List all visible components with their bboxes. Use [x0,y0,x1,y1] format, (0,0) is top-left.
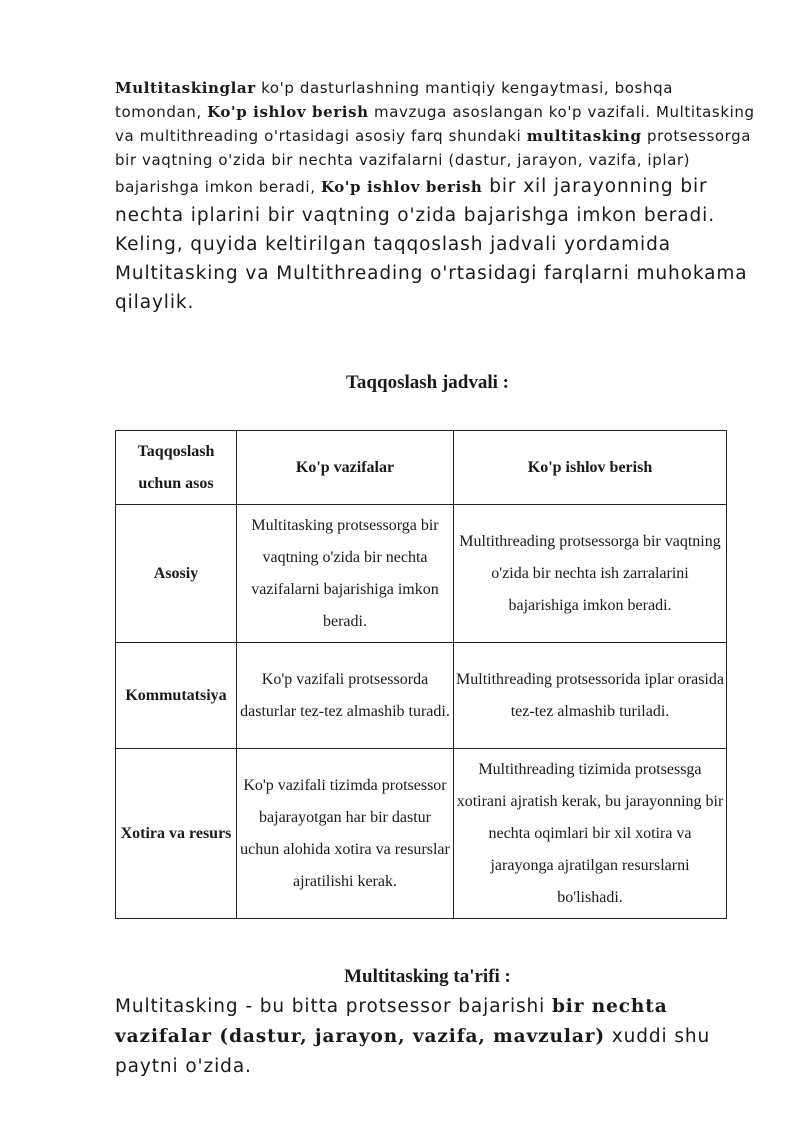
row-multitasking-cell: Multitasking protsessorga bir vaqtning o'zida bir nechta vazifalarni bajarishiga imkon beradi. [237,505,454,643]
header-multithreading: Ko'p ishlov berish [454,431,727,505]
comparison-table [115,430,727,919]
term-multitasking: multitasking [526,127,642,145]
row-basis: Xotira va resurs [116,749,237,919]
definition-paragraph [115,992,755,1082]
term-multitaskinglar: Multitaskinglar [115,79,256,97]
definition-title: Multitasking ta'rifi : [344,966,511,987]
row-multitasking-cell: Ko'p vazifali protsessorda dasturlar tez-tez almashib turadi. [237,643,454,749]
row-multitasking-cell: Ko'p vazifali tizimda protsessor bajarayotgan har bir dastur uchun alohida xotira va resurslar ajratilishi kerak. [237,749,454,919]
intro-text-4: bir xil jarayonning bir nechta iplarini bir vaqtning o'zida bajarishga imkon beradi. Keling, quyida keltirilgan taqqoslash jadvali yordamida Multitasking va Multithreading o'rtasidagi farqlarni muhokama qilaylik. [115,176,748,313]
row-multithreading-cell: Multithreading tizimida protsessga xotirani ajratish kerak, bu jarayonning bir nechta oqimlari bir xil xotira va jarayonga ajratilgan resurslarni bo'lishadi. [454,749,727,919]
table-row [116,643,727,749]
row-multithreading-cell: Multithreading protsessorga bir vaqtning o'zida bir nechta ish zarralarini bajarishiga imkon beradi. [454,505,727,643]
table-row [116,749,727,919]
row-basis: Kommutatsiya [116,643,237,749]
term-kop-ishlov-berish: Ko'p ishlov berish [207,103,369,121]
intro-paragraph [115,76,755,317]
intro-text-2: mavzuga asoslangan ko'p vazifali. Multitasking va multithreading o'rtasidagi asosiy farq shundaki [115,103,755,145]
intro-text-1: ko'p dasturlashning mantiqiy kengaytmasi, boshqa tomondan, [115,79,673,121]
definition-text-2: xuddi shu paytni o'zida. [115,1026,711,1077]
header-multitasking: Ko'p vazifalar [237,431,454,505]
table-row [116,505,727,643]
row-multithreading-cell: Multithreading protsessorida iplar orasida tez-tez almashib turiladi. [454,643,727,749]
header-basis: Taqqoslash uchun asos [116,431,237,505]
definition-bold-term: bir nechta vazifalar (dastur, jarayon, vazifa, mavzular) [115,996,668,1047]
row-basis: Asosiy [116,505,237,643]
intro-text-3: protsessorga bir vaqtning o'zida bir nechta vazifalarni (dastur, jarayon, vazifa, iplar) bajarishga imkon beradi, [115,127,752,196]
definition-text-1: Multitasking - bu bitta protsessor bajarishi [115,996,552,1017]
table-title: Taqqoslash jadvali : [346,372,509,393]
table-header-row [116,431,727,505]
term-kop-ishlov-berish-2: Ko'p ishlov berish [320,178,483,196]
